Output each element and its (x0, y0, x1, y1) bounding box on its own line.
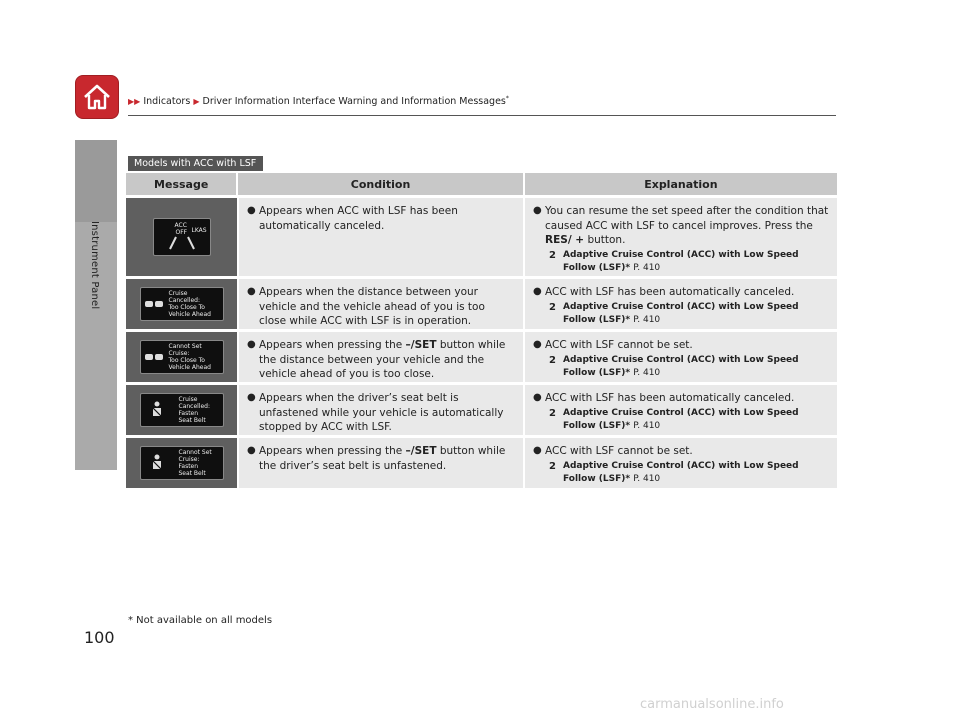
home-icon[interactable] (76, 76, 118, 118)
seat-belt-icon (149, 400, 169, 420)
header-explanation: Explanation (523, 173, 837, 195)
explanation-cell: ● ACC with LSF cannot be set. 2 Adaptive Cruise Control (ACC) with Low Speed Follow (LSF)* P. 410 (523, 332, 837, 382)
cross-reference-link[interactable]: 2 Adaptive Cruise Control (ACC) with Low Speed Follow (LSF)* P. 410 (549, 460, 799, 484)
screen-text: Cannot Set Cruise: Too Close To Vehicle Ahead (168, 343, 211, 371)
explanation-text: ACC with LSF cannot be set. (545, 445, 693, 457)
display-screen (140, 340, 224, 374)
message-image (126, 198, 237, 276)
vehicle-ahead-icon (144, 350, 164, 364)
table-row (126, 385, 837, 435)
breadcrumb (128, 95, 509, 107)
cross-reference-link[interactable]: 2 Adaptive Cruise Control (ACC) with Low Speed Follow (LSF)* P. 410 (549, 249, 799, 273)
display-screen (140, 287, 224, 321)
house-icon (81, 81, 113, 113)
vehicle-ahead-icon (144, 297, 164, 311)
cross-reference-link[interactable]: 2 Adaptive Cruise Control (ACC) with Low Speed Follow (LSF)* P. 410 (549, 301, 799, 325)
section-label: Instrument Panel (89, 221, 100, 310)
reference-arrow-icon: 2 (549, 301, 556, 313)
explanation-cell: ● You can resume the set speed after the condition that caused ACC with LSF to cancel improves. Press the RES/ + button. 2 Adaptive Cruise Control (ACC) with Low Speed Follow (LSF)* P. 410 (523, 198, 837, 276)
explanation-cell: ● ACC with LSF has been automatically canceled. 2 Adaptive Cruise Control (ACC) with Low Speed Follow (LSF)* P. 410 (523, 279, 837, 329)
message-image (126, 438, 237, 488)
header-rule (128, 115, 836, 116)
message-image (126, 279, 237, 329)
message-table (126, 173, 837, 488)
screen-text: OFF (175, 229, 188, 236)
breadcrumb-messages[interactable]: Driver Information Interface Warning and Information Messages (202, 96, 506, 108)
page-number: 100 (84, 628, 115, 647)
explanation-text: ACC with LSF cannot be set. (545, 339, 693, 351)
table-header (126, 173, 837, 195)
condition-text: Appears when ACC with LSF has been automatically canceled. (259, 205, 458, 232)
reference-arrow-icon: 2 (549, 460, 556, 472)
watermark: carmanualsonline.info (640, 697, 784, 712)
condition-text: Appears when pressing the –/SET button while the driver’s seat belt is unfastened. (259, 445, 506, 472)
condition-cell: ● Appears when the driver’s seat belt is unfastened while your vehicle is automatically stopped by ACC with LSF. (237, 385, 523, 435)
screen-text: Cannot Set Cruise: Fasten Seat Belt (178, 449, 212, 477)
condition-cell: ● Appears when pressing the –/SET button while the distance between your vehicle and the vehicle ahead of you is too close. (237, 332, 523, 382)
message-image (126, 385, 237, 435)
condition-text: Appears when pressing the –/SET button while the distance between your vehicle and the vehicle ahead of you is too close. (259, 339, 506, 380)
screen-text: Cruise Cancelled: Too Close To Vehicle Ahead (168, 290, 211, 318)
footnote: * Not available on all models (128, 615, 273, 626)
table-row (126, 279, 837, 329)
seat-belt-icon (149, 453, 169, 473)
condition-text: Appears when the driver’s seat belt is unfastened while your vehicle is automatically stopped by ACC with LSF. (259, 392, 504, 433)
chevron-right-icon: ▶▶ (128, 97, 141, 107)
explanation-cell: ● ACC with LSF has been automatically canceled. 2 Adaptive Cruise Control (ACC) with Low Speed Follow (LSF)* P. 410 (523, 385, 837, 435)
condition-cell: ● Appears when pressing the –/SET button while the driver’s seat belt is unfastened. (237, 438, 523, 488)
side-tab-marker (75, 140, 117, 222)
cross-reference-link[interactable]: 2 Adaptive Cruise Control (ACC) with Low Speed Follow (LSF)* P. 410 (549, 354, 799, 378)
asterisk: * (505, 95, 509, 102)
breadcrumb-indicators[interactable]: Indicators (143, 96, 191, 108)
screen-text: Cruise Cancelled: Fasten Seat Belt (178, 396, 211, 424)
model-badge: Models with ACC with LSF (128, 156, 263, 171)
table-row (126, 332, 837, 382)
explanation-cell: ● ACC with LSF cannot be set. 2 Adaptive Cruise Control (ACC) with Low Speed Follow (LSF)* P. 410 (523, 438, 837, 488)
lane-lines-icon (154, 219, 210, 255)
table-row (126, 438, 837, 488)
header-condition: Condition (236, 173, 522, 195)
reference-arrow-icon: 2 (549, 407, 556, 419)
display-screen (153, 218, 211, 256)
screen-text: ACC (174, 222, 187, 229)
cross-reference-link[interactable]: 2 Adaptive Cruise Control (ACC) with Low Speed Follow (LSF)* P. 410 (549, 407, 799, 431)
explanation-text: ACC with LSF has been automatically canceled. (545, 392, 795, 404)
display-screen (140, 446, 224, 480)
message-image (126, 332, 237, 382)
explanation-text: ACC with LSF has been automatically canceled. (545, 286, 795, 298)
table-row (126, 198, 837, 276)
reference-arrow-icon: 2 (549, 354, 556, 366)
chevron-right-icon: ▶ (193, 97, 200, 107)
condition-cell: ● Appears when ACC with LSF has been automatically canceled. (237, 198, 523, 276)
display-screen (140, 393, 224, 427)
explanation-text: You can resume the set speed after the condition that caused ACC with LSF to cancel improves. Press the RES/ + button. (545, 205, 829, 246)
header-message: Message (154, 177, 209, 191)
condition-cell: ● Appears when the distance between your vehicle and the vehicle ahead of you is too close while ACC with LSF is in operation. (237, 279, 523, 329)
condition-text: Appears when the distance between your vehicle and the vehicle ahead of you is too close while ACC with LSF is in operation. (259, 286, 485, 327)
screen-text: LKAS (191, 227, 207, 234)
reference-arrow-icon: 2 (549, 249, 556, 261)
